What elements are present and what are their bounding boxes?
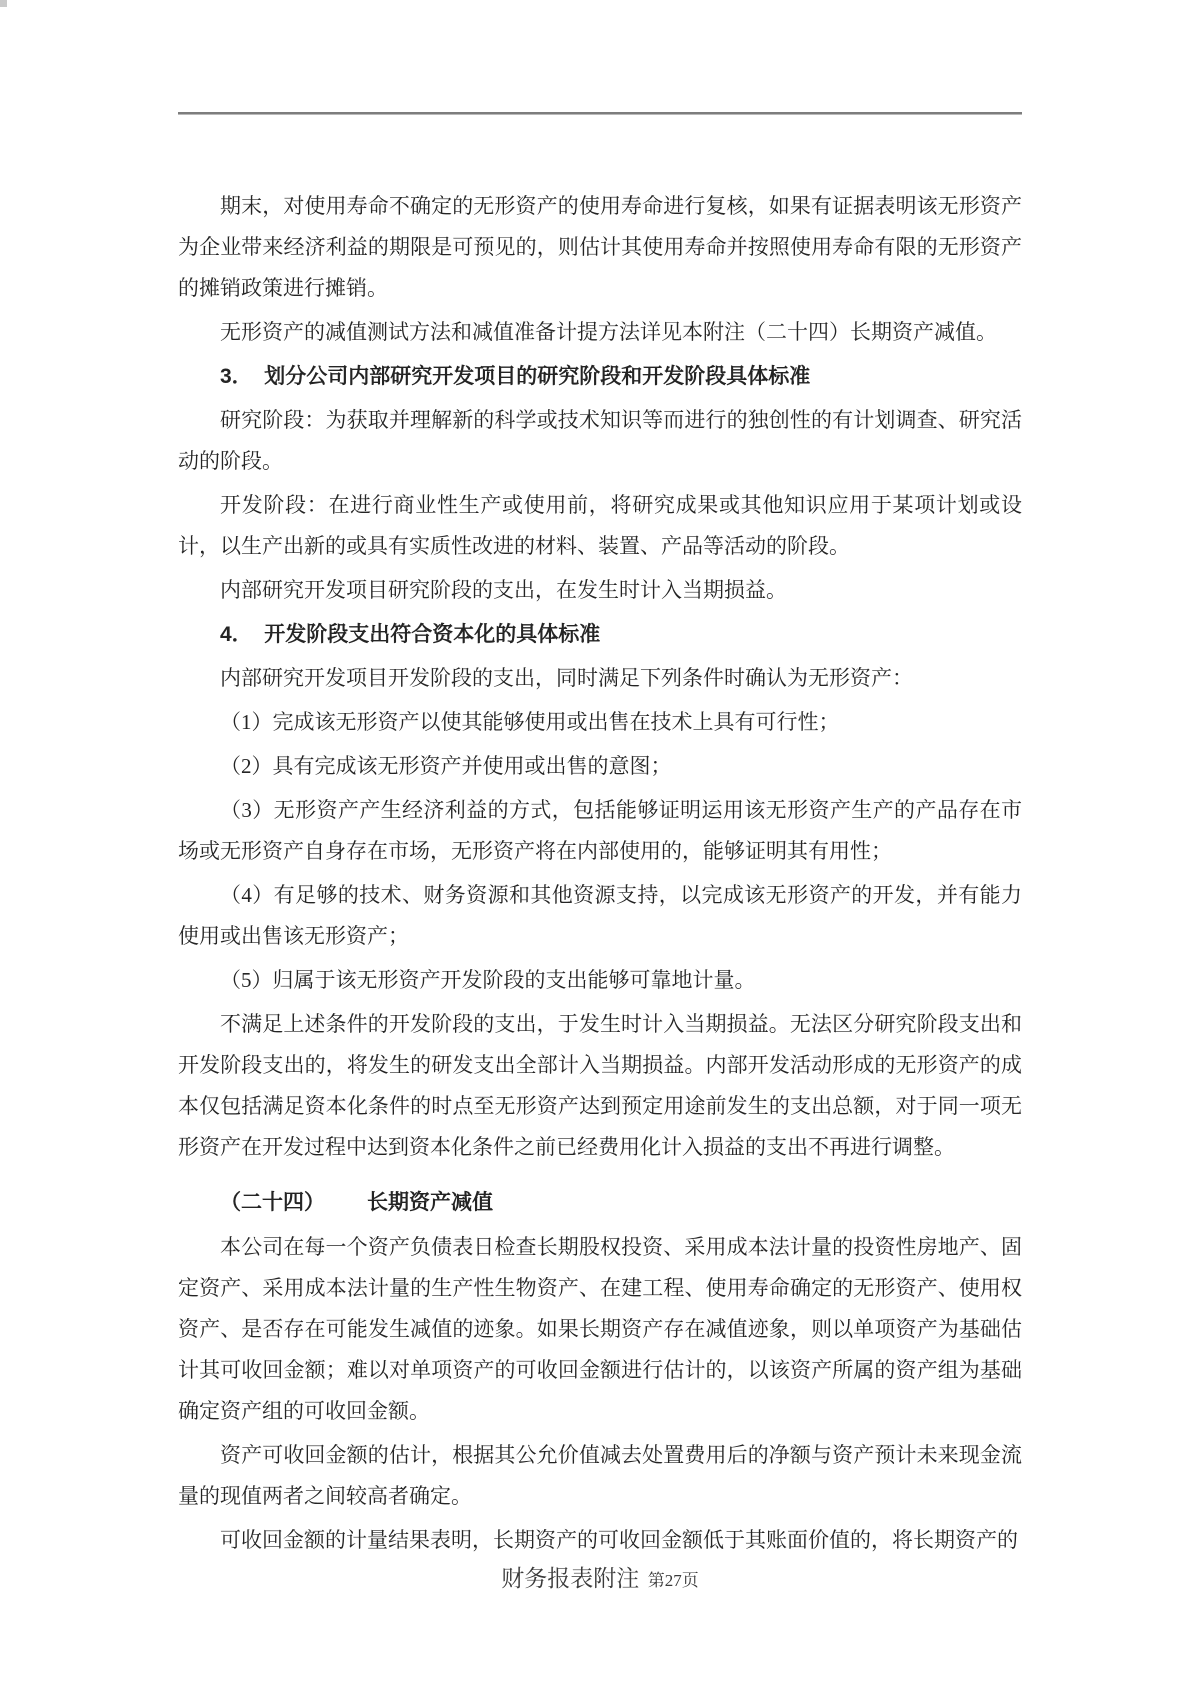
- section-heading-4: [178, 614, 1022, 655]
- document-body: [178, 186, 1022, 1564]
- section-number: 3．: [220, 365, 253, 388]
- section-title: 划分公司内部研究开发项目的研究阶段和开发阶段具体标准: [264, 365, 811, 388]
- section-title: 开发阶段支出符合资本化的具体标准: [264, 623, 601, 646]
- paragraph-development-stage: 开发阶段：在进行商业性生产或使用前，将研究成果或其他知识应用于某项计划或设计，以生产出新的或具有实质性改进的材料、装置、产品等活动的阶段。: [178, 493, 1022, 558]
- footer-title: 财务报表附注: [501, 1566, 640, 1591]
- paragraph-capitalization-intro: 内部研究开发项目开发阶段的支出，同时满足下列条件时确认为无形资产：: [220, 666, 913, 690]
- paragraph-measurement-result: 可收回金额的计量结果表明，长期资产的可收回金额低于其账面价值的，将长期资产的: [220, 1528, 1018, 1552]
- list-item-condition-1: （1）完成该无形资产以使其能够使用或出售在技术上具有可行性；: [220, 710, 840, 734]
- footer-page-number: 第27页: [647, 1571, 699, 1590]
- paragraph-intangible-review: 期末，对使用寿命不确定的无形资产的使用寿命进行复核，如果有证据表明该无形资产为企业带来经济利益的期限是可预见的，则估计其使用寿命并按照使用寿命有限的无形资产的摊销政策进行摊销。: [178, 194, 1022, 300]
- section-heading-24: [178, 1182, 1022, 1223]
- list-item-condition-2: （2）具有完成该无形资产并使用或出售的意图；: [220, 754, 672, 778]
- list-item-condition-5: （5）归属于该无形资产开发阶段的支出能够可靠地计量。: [220, 968, 756, 992]
- scan-artifact: [0, 0, 7, 7]
- section-number: （二十四）: [220, 1191, 325, 1214]
- page-footer: [178, 1560, 1022, 1604]
- section-title: 长期资产减值: [367, 1191, 493, 1214]
- paragraph-unmet-conditions: 不满足上述条件的开发阶段的支出，于发生时计入当期损益。无法区分研究阶段支出和开发阶段支出的，将发生的研发支出全部计入当期损益。内部开发活动形成的无形资产的成本仅包括满足资本化条件的时点至无形资产达到预定用途前发生的支出总额，对于同一项无形资产在开发过程中达到资本化条件之前已经费用化计入损益的支出不再进行调整。: [178, 1012, 1022, 1159]
- paragraph-research-expenditure: 内部研究开发项目研究阶段的支出，在发生时计入当期损益。: [220, 578, 787, 602]
- list-item-condition-4: （4）有足够的技术、财务资源和其他资源支持，以完成该无形资产的开发，并有能力使用或出售该无形资产；: [178, 883, 1022, 948]
- header-rule: [178, 112, 1022, 115]
- paragraph-impairment-reference: 无形资产的减值测试方法和减值准备计提方法详见本附注（二十四）长期资产减值。: [220, 320, 997, 344]
- section-number: 4．: [220, 623, 253, 646]
- section-heading-3: [178, 356, 1022, 397]
- paragraph-recoverable-amount: 资产可收回金额的估计，根据其公允价值减去处置费用后的净额与资产预计未来现金流量的现值两者之间较高者确定。: [178, 1443, 1022, 1508]
- paragraph-research-stage: 研究阶段：为获取并理解新的科学或技术知识等而进行的独创性的有计划调查、研究活动的阶段。: [178, 408, 1022, 473]
- list-item-condition-3: （3）无形资产产生经济利益的方式，包括能够证明运用该无形资产生产的产品存在市场或无形资产自身存在市场，无形资产将在内部使用的，能够证明其有用性；: [178, 798, 1022, 863]
- paragraph-impairment-check: 本公司在每一个资产负债表日检查长期股权投资、采用成本法计量的投资性房地产、固定资产、采用成本法计量的生产性生物资产、在建工程、使用寿命确定的无形资产、使用权资产、是否存在可能发生减值的迹象。如果长期资产存在减值迹象，则以单项资产为基础估计其可收回金额；难以对单项资产的可收回金额进行估计的，以该资产所属的资产组为基础确定资产组的可收回金额。: [178, 1235, 1022, 1423]
